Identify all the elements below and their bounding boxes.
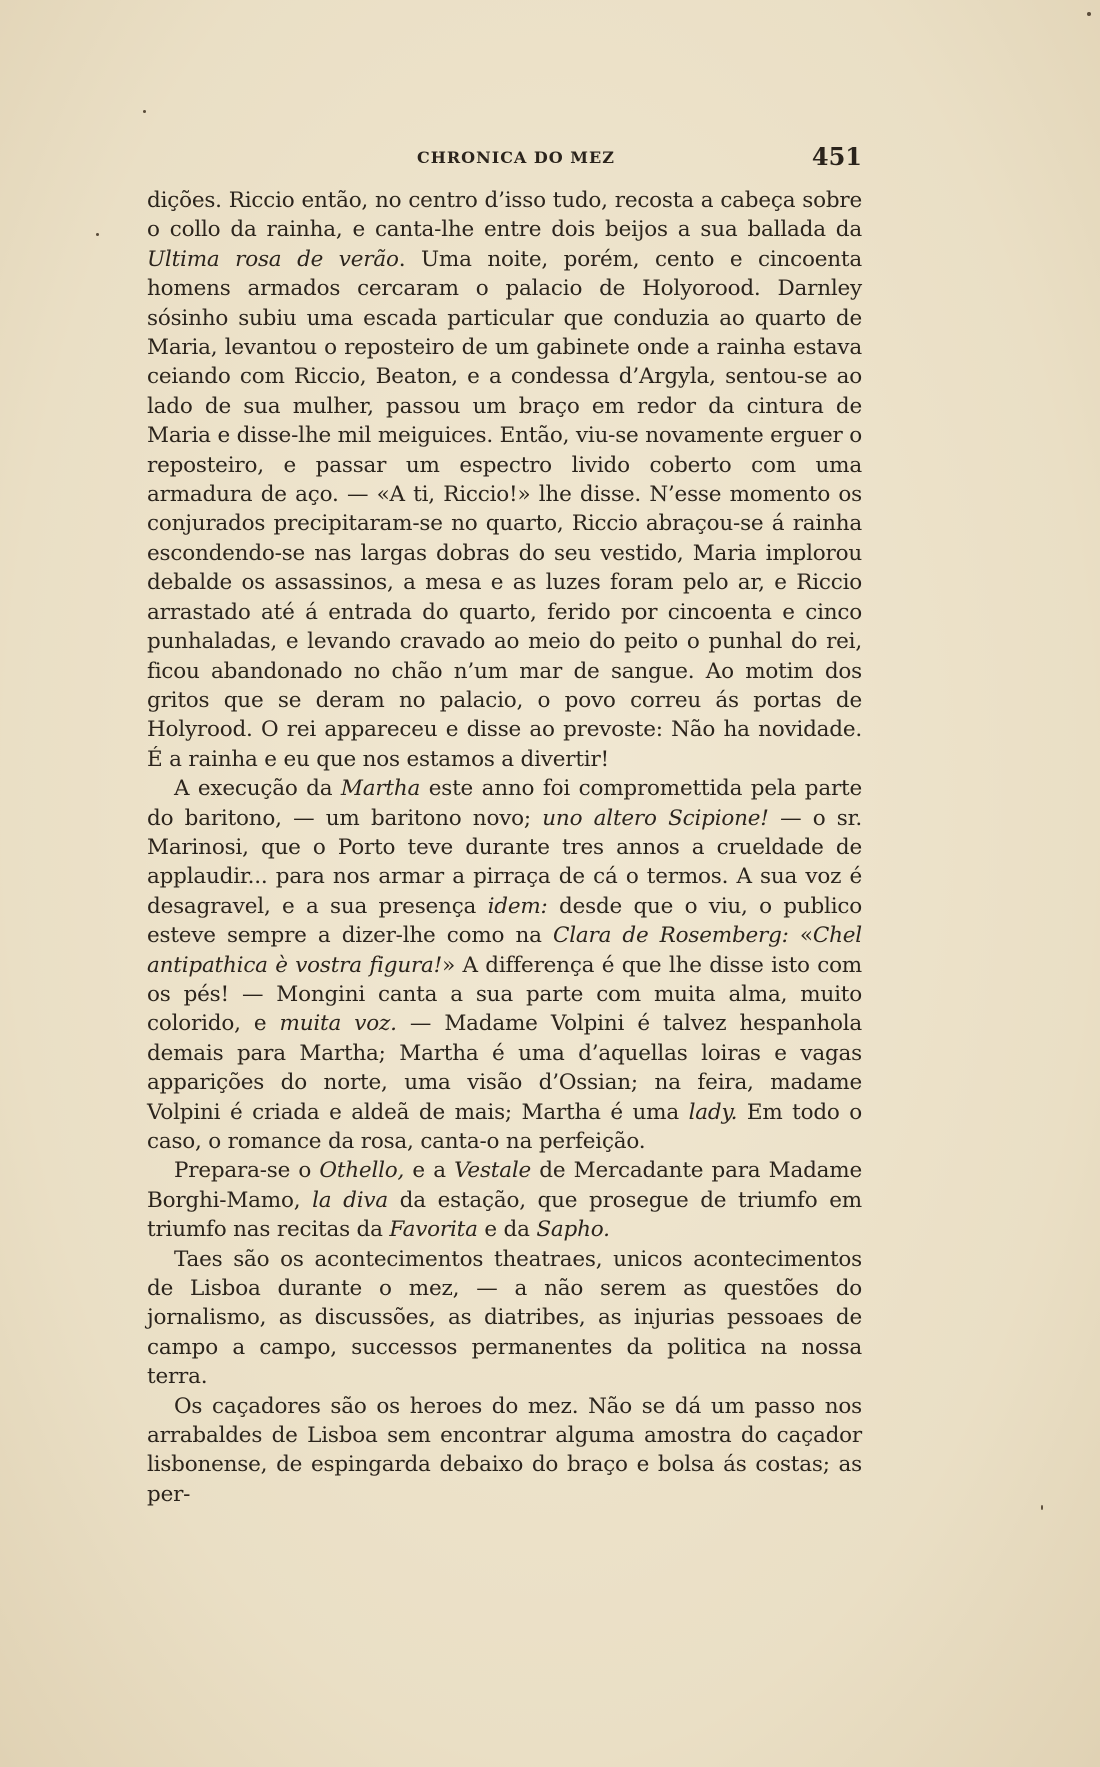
text-run: e a (404, 1158, 455, 1184)
text-run: Os caçadores são os heroes do mez. Não se dá um passo nos arrabaldes de Lisboa sem encontrar alguma amostra do caçador lisbonense, de espingarda debaixo do braço e bolsa ás costas; as per- (147, 1393, 862, 1507)
italic-text: Othello, (319, 1158, 405, 1184)
body-text (147, 186, 862, 1509)
text-run: Prepara-se o (174, 1158, 320, 1184)
paragraph (147, 186, 862, 774)
italic-text: muita voz. (279, 1011, 397, 1037)
page-number: 451 (811, 142, 862, 171)
text-run: este anno foi compromettida pela parte do baritono, — um baritono novo; (147, 776, 862, 831)
italic-text: Clara de Rosemberg: (552, 923, 789, 949)
italic-text: Favorita (389, 1217, 478, 1243)
running-header (147, 142, 862, 176)
text-run: » A differença é que lhe disse isto com os pés! — Mongini canta a sua parte com muita alma, muito colorido, e (147, 952, 862, 1037)
paragraph (147, 774, 862, 1156)
paragraph (147, 1392, 862, 1510)
text-run: e da (477, 1217, 537, 1243)
italic-text: uno altero Scipione! (542, 805, 769, 831)
paragraph (147, 1245, 862, 1392)
text-run: A execução da (174, 776, 341, 802)
text-run: da estação, que prosegue de triumfo em triumfo nas recitas da (147, 1187, 862, 1243)
text-run: desde que o viu, o publico esteve sempre a dizer-lhe como na (147, 893, 862, 949)
italic-text: Vestale (454, 1158, 532, 1184)
text-run: « (788, 923, 813, 949)
text-run: Taes são os acontecimentos theatraes, unicos acontecimentos de Lisboa durante o mez, — a não serem as questões do jornalismo, as discussões, as diatribes, as injurias pessoaes de campo a campo, successos permanentes da politica na nossa terra. (147, 1246, 862, 1390)
italic-text: lady. (688, 1099, 738, 1125)
italic-text: Martha (340, 776, 421, 802)
text-run: . Uma noite, porém, cento e cincoenta homens armados cercaram o palacio de Holyorood. Darnley sósinho subiu uma escada particular que conduzia ao quarto de Maria, levantou o reposteiro de um gabinete onde a rainha estava ceiando com Riccio, Beaton, e a condessa d’Argyla, sentou-se ao lado de sua mulher, passou um braço em redor da cintura de Maria e disse-lhe mil meiguices. Então, viu-se novamente erguer o reposteiro, e passar um espectro livido coberto com uma armadura de aço. — «A ti, Riccio!» lhe disse. N’esse momento os conjurados precipitaram-se no quarto, Riccio abraçou-se á rainha escondendo-se nas largas dobras do seu vestido, Maria implorou debalde os assassinos, a mesa e as luzes foram pelo ar, e Riccio arrastado até á entrada do quarto, ferido por cincoenta e cinco punhaladas, e levando cravado ao meio do peito o punhal do rei, ficou abandonado no chão n’um mar de sangue. Ao motim dos gritos que se deram no palacio, o povo correu ás portas de Holyrood. O rei appareceu e disse ao prevoste: Não ha novidade. É a rainha e eu que nos estamos a divertir! (147, 246, 862, 772)
italic-text: Chel antipathica è vostra figura! (147, 923, 862, 978)
italic-text: la diva (312, 1187, 388, 1213)
text-run: de Mercadante para Madame Borghi-Mamo, (147, 1158, 862, 1213)
text-run: — Madame Volpini é talvez hespanhola demais para Martha; Martha é uma d’aquellas loiras e vagas apparições do norte, uma visão d’Ossian; na feira, madame Volpini é criada e aldeã de mais; Martha é uma (147, 1011, 863, 1125)
print-speck (96, 233, 99, 236)
text-run: Em todo o caso, o romance da rosa, canta-o na perfeição. (147, 1099, 862, 1154)
text-run: dições. Riccio então, no centro d’isso tudo, recosta a cabeça sobre o collo da rainha, e canta-lhe entre dois beijos a sua ballada da (147, 188, 862, 243)
print-speck (143, 110, 146, 113)
italic-text: Sapho. (536, 1217, 610, 1243)
paragraph (147, 1156, 862, 1244)
running-title: CHRONICA DO MEZ (417, 148, 615, 167)
text-run: — o sr. Marinosi, que o Porto teve durante tres annos a crueldade de applaudir... para nos armar a pirraça de cá o termos. A sua voz é desagravel, e a sua presença (147, 805, 862, 919)
italic-text: Ultima rosa de verão (147, 246, 399, 272)
print-speck (1087, 12, 1091, 16)
print-speck (1041, 1505, 1043, 1510)
italic-text: idem: (487, 893, 548, 919)
